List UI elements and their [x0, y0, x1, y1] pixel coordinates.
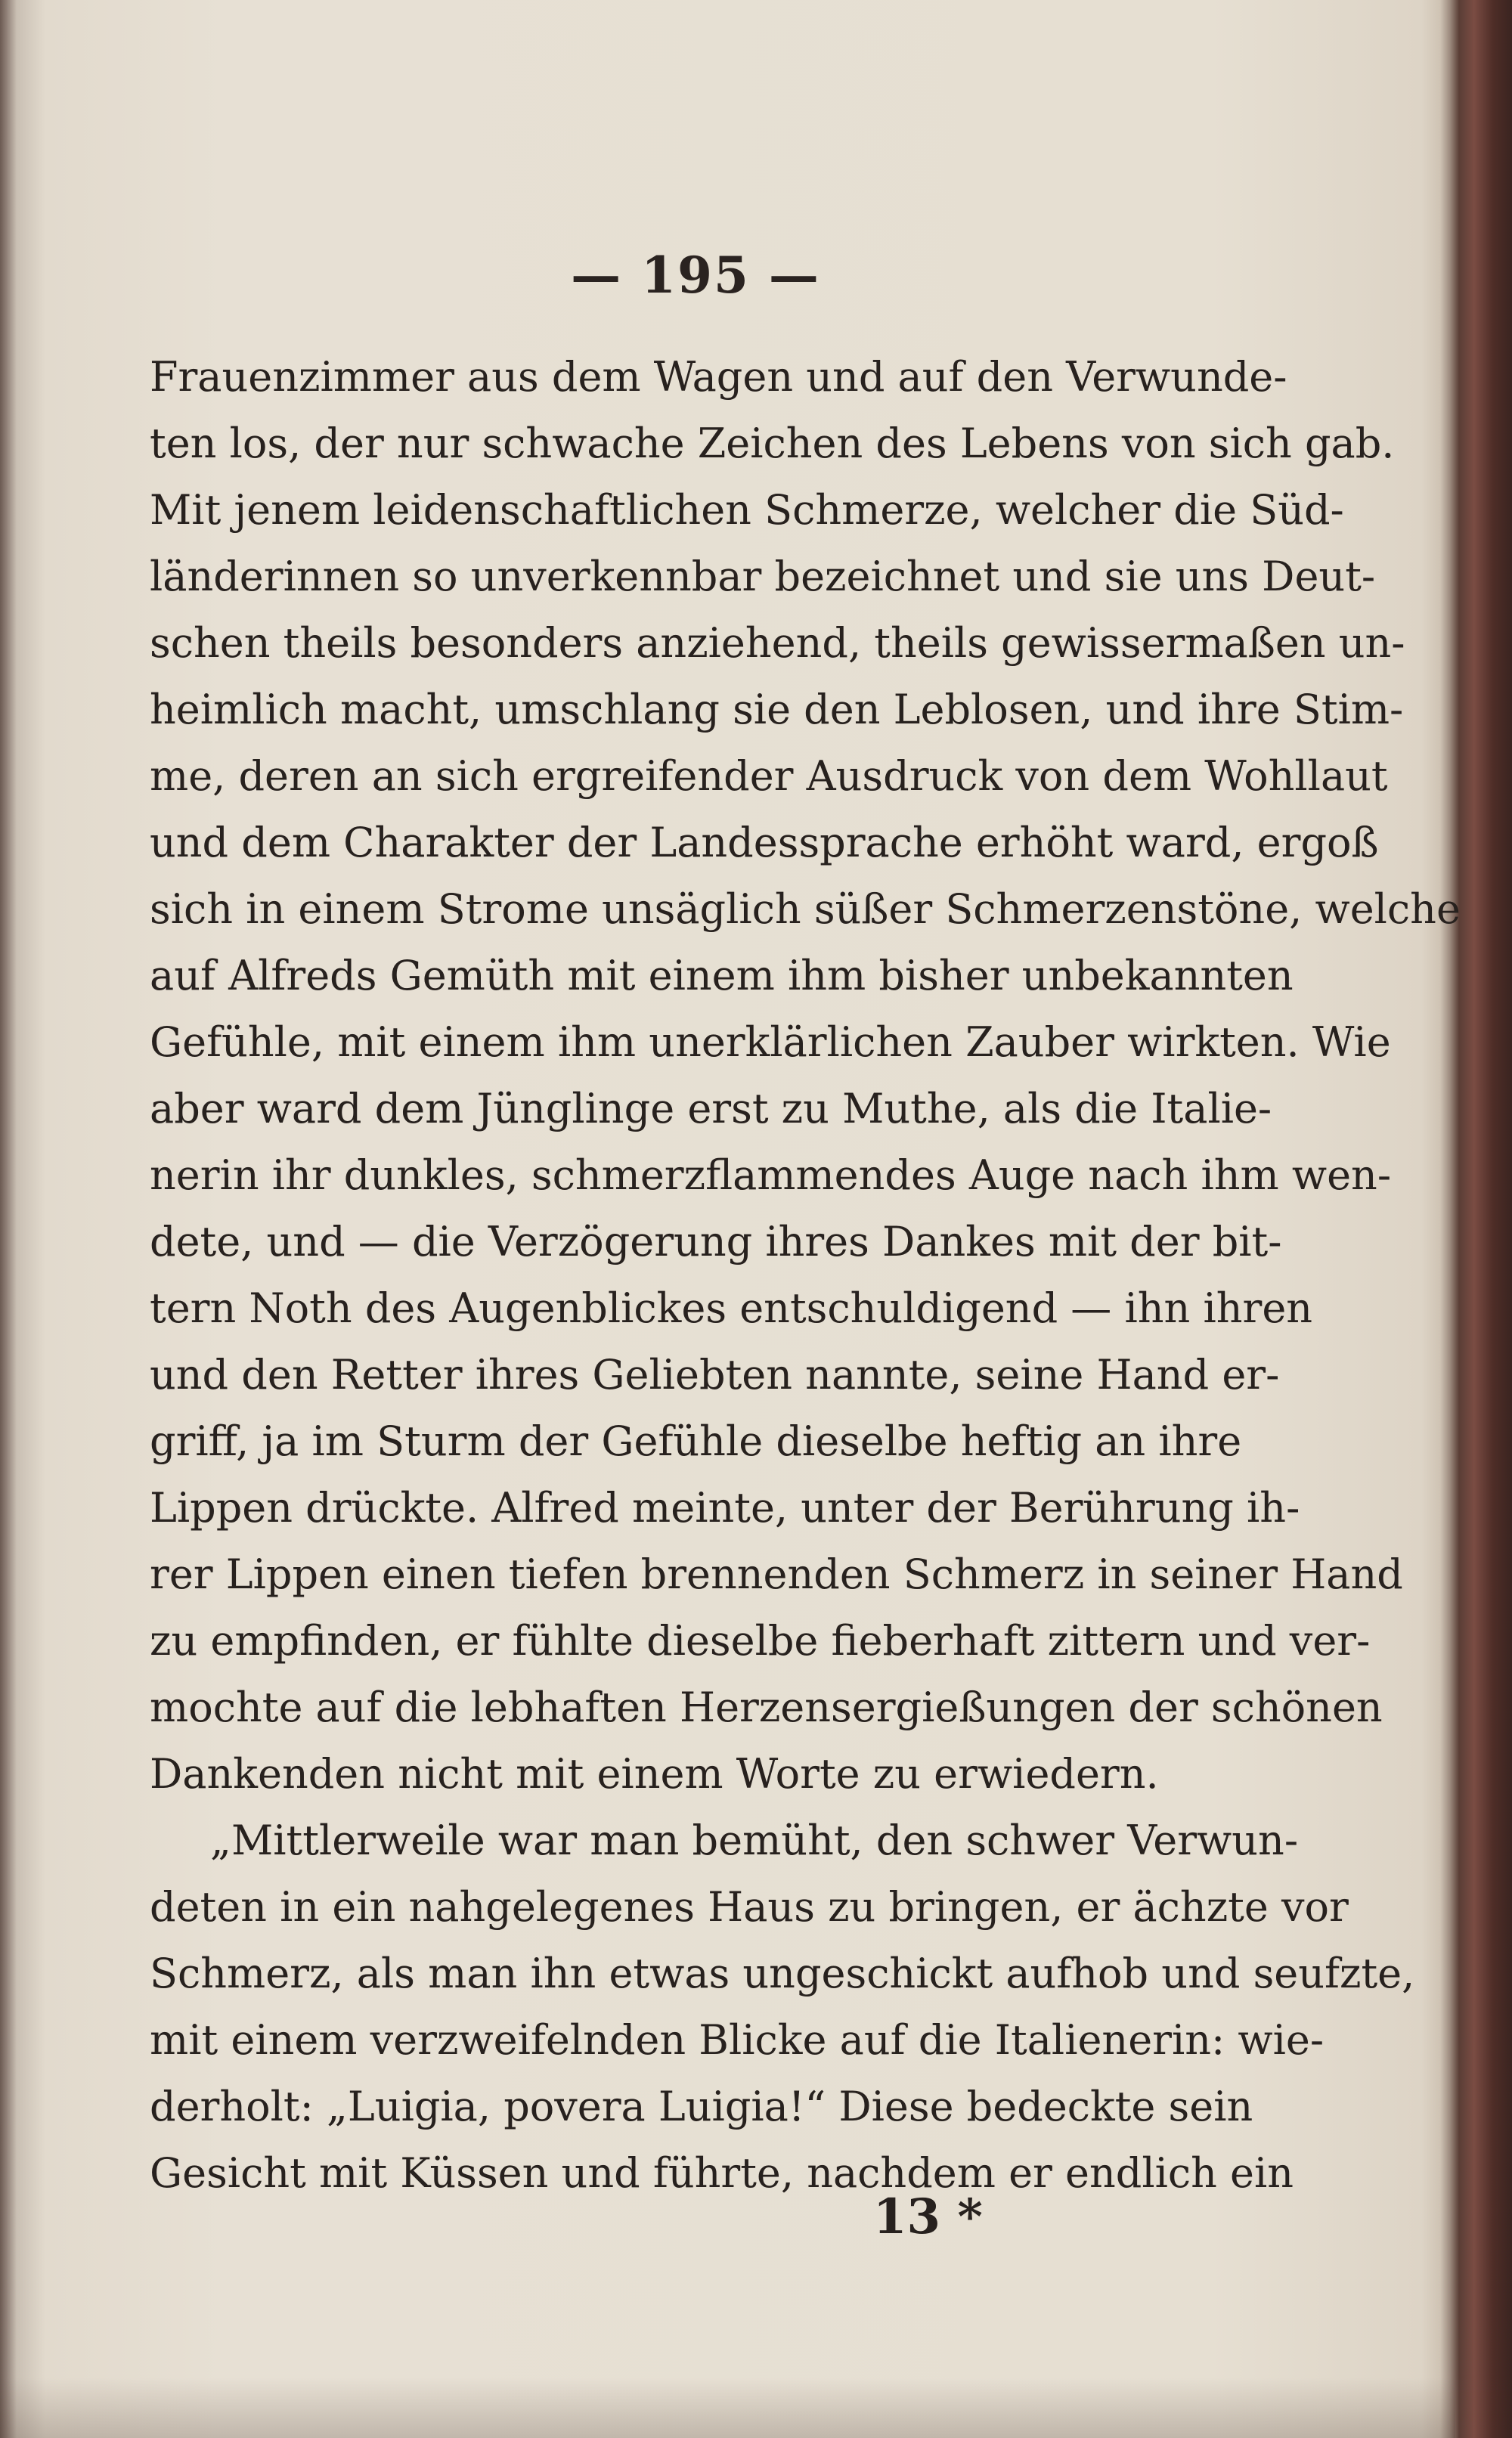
text-line: mochte auf die lebhaften Herzensergießungen der schönen — [150, 1684, 1383, 1731]
text-line: mit einem verzweifelnden Blicke auf die Italienerin: wie- — [150, 2016, 1325, 2064]
text-line: rer Lippen einen tiefen brennenden Schmerz in seiner Hand — [150, 1550, 1403, 1598]
text-line: Mit jenem leidenschaftlichen Schmerze, welcher die Süd- — [150, 486, 1344, 534]
paragraph-end-line: Dankenden nicht mit einem Worte zu erwiedern. — [150, 1750, 1159, 1798]
page-header-number: — 195 — — [571, 246, 820, 305]
text-line: ten los, der nur schwache Zeichen des Lebens von sich gab. — [150, 420, 1395, 467]
page-bottom-shadow — [0, 2378, 1455, 2438]
text-line: griff, ja im Sturm der Gefühle dieselbe heftig an ihre — [150, 1417, 1242, 1465]
text-line: deten in ein nahgelegenes Haus zu bringen, er ächzte vor — [150, 1883, 1349, 1931]
text-line: me, deren an sich ergreifender Ausdruck von dem Wohllaut — [150, 752, 1388, 800]
text-line: auf Alfreds Gemüth mit einem ihm bisher unbekannten — [150, 952, 1294, 999]
text-line: heimlich macht, umschlang sie den Leblosen, und ihre Stim- — [150, 686, 1404, 733]
text-line: Gefühle, mit einem ihm unerklärlichen Zauber wirkten. Wie — [150, 1018, 1391, 1066]
body-text — [150, 344, 1461, 2207]
text-line: aber ward dem Jünglinge erst zu Muthe, als die Italie- — [150, 1085, 1272, 1132]
text-line: Lippen drückte. Alfred meinte, unter der Berührung ih- — [150, 1484, 1300, 1532]
text-line: nerin ihr dunkles, schmerzflammendes Auge nach ihm wen- — [150, 1151, 1392, 1199]
text-line: und dem Charakter der Landessprache erhöht ward, ergoß — [150, 819, 1379, 866]
paragraph-start-line: „Mittlerweile war man bemüht, den schwer Verwun- — [210, 1817, 1299, 1864]
text-line: Schmerz, als man ihn etwas ungeschickt aufhob und seufzte, — [150, 1950, 1415, 1997]
text-line: dete, und — die Verzögerung ihres Dankes mit der bit- — [150, 1218, 1282, 1265]
printer-signature-mark: 13 * — [873, 2189, 983, 2245]
text-line: derholt: „Luigia, povera Luigia!“ Diese bedeckte sein — [150, 2083, 1253, 2130]
text-line: zu empfinden, er fühlte dieselbe fieberhaft zittern und ver- — [150, 1617, 1371, 1665]
text-line: Gesicht mit Küssen und führte, nachdem er endlich ein — [150, 2149, 1294, 2197]
text-line: sich in einem Strome unsäglich süßer Schmerzenstöne, welche — [150, 885, 1461, 933]
text-line: länderinnen so unverkennbar bezeichnet und sie uns Deut- — [150, 553, 1376, 600]
text-line: schen theils besonders anziehend, theils gewissermaßen un- — [150, 619, 1405, 667]
text-line: tern Noth des Augenblickes entschuldigend — ihn ihren — [150, 1284, 1313, 1332]
text-line: Frauenzimmer aus dem Wagen und auf den Verwunde- — [150, 353, 1287, 401]
text-line: und den Retter ihres Geliebten nannte, seine Hand er- — [150, 1351, 1280, 1399]
